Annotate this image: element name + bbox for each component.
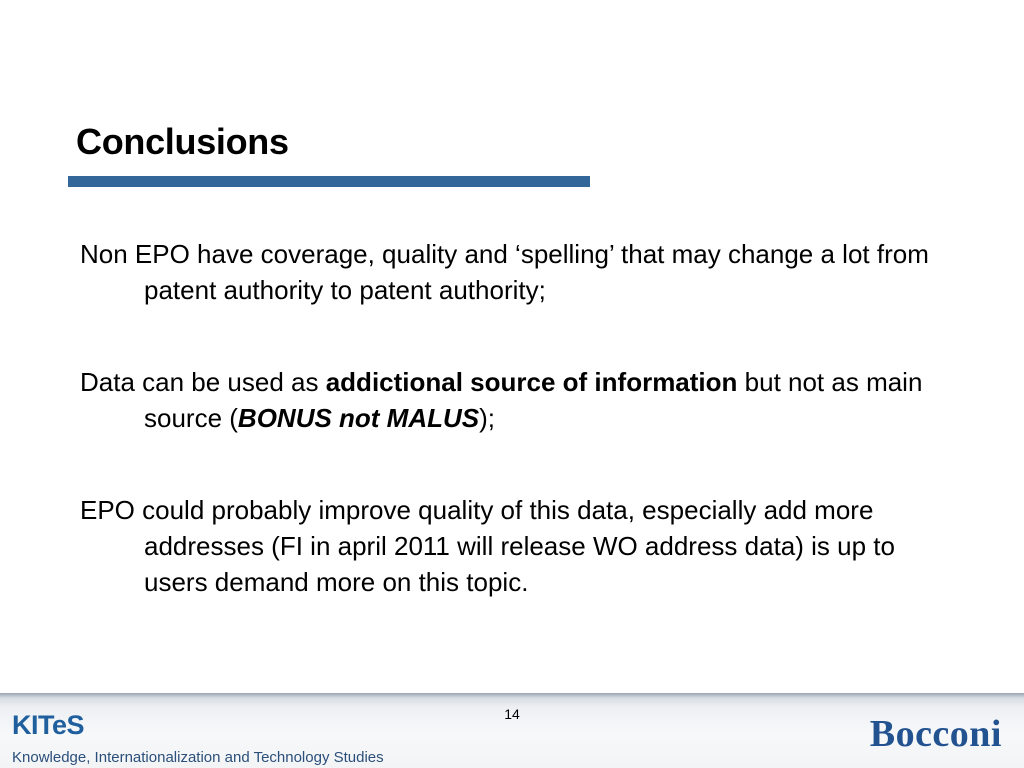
bullet-text: Non EPO have coverage, quality and ‘spelling’ that may change a lot from patent authority to patent authority; bbox=[80, 239, 929, 305]
bullet-text: ); bbox=[479, 403, 496, 433]
kites-logo: KITeS bbox=[12, 710, 85, 740]
bullet-text: EPO could probably improve quality of this data, especially add more addresses (FI in april 2011 will release WO address data) is up to users demand more on this topic. bbox=[80, 495, 895, 597]
bullet-text-bold: addictional source of information bbox=[325, 367, 738, 397]
slide-title: Conclusions bbox=[76, 121, 289, 162]
bocconi-logo: Bocconi bbox=[869, 713, 1002, 755]
bullet-item bbox=[80, 492, 960, 600]
bullet-text-bold-italic: BONUS not MALUS bbox=[237, 403, 480, 433]
title-underline-bar bbox=[68, 176, 590, 187]
bullet-item bbox=[80, 364, 960, 436]
bullet-text: but not as main source ( bbox=[144, 367, 923, 433]
bullet-text: Data can be used as bbox=[80, 367, 326, 397]
kites-logo-subtitle: Knowledge, Internationalization and Technology Studies bbox=[12, 749, 384, 766]
bullet-item bbox=[80, 236, 960, 308]
page-number: 14 bbox=[504, 706, 520, 722]
bullet-list bbox=[80, 236, 960, 600]
